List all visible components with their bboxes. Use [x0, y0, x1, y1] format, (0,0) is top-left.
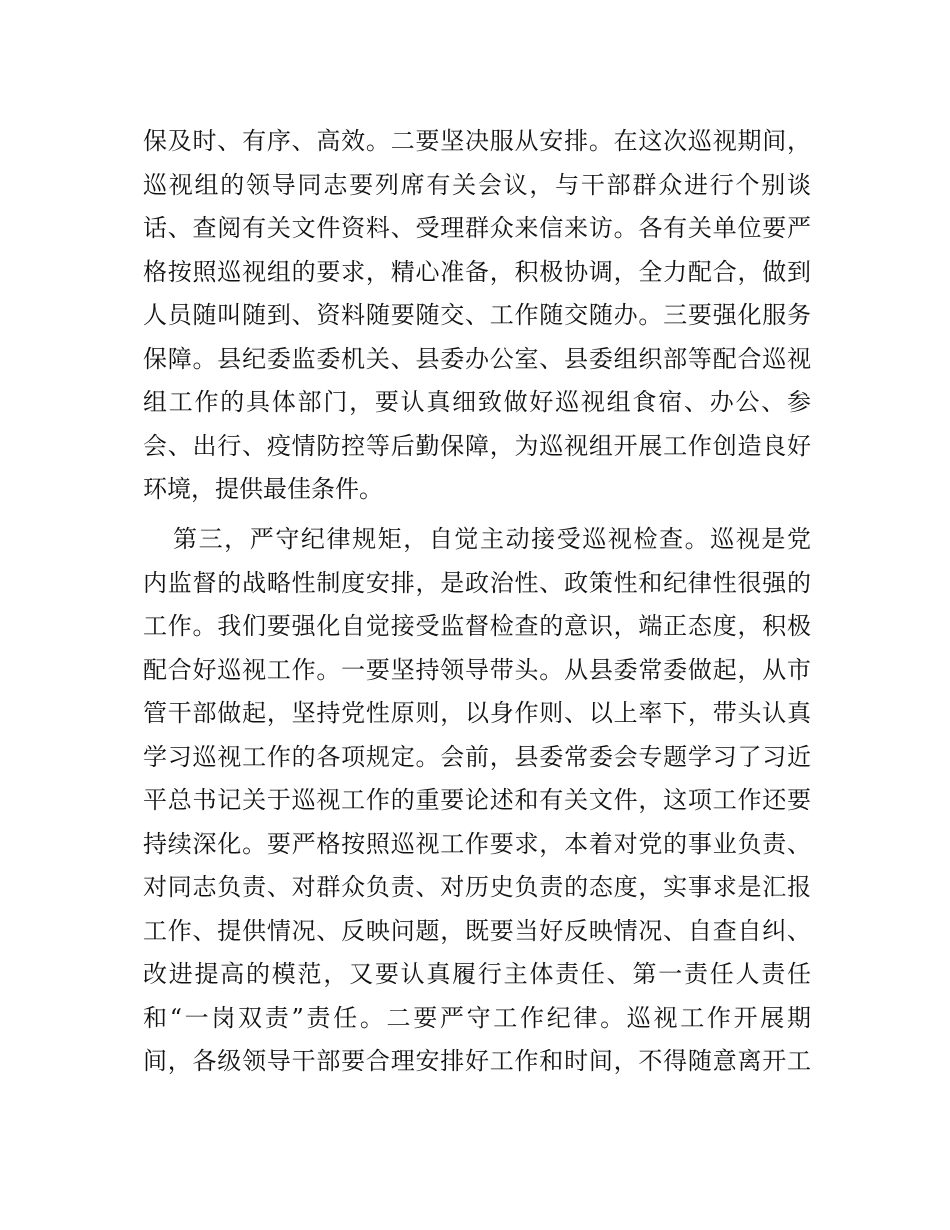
paragraph-1-line-6: 保障。县纪委监委机关、县委办公室、县委组织部等配合巡视 — [143, 344, 811, 373]
paragraph-2-line-4: 配合好巡视工作。一要坚持领导带头。从县委常委做起，从市 — [143, 655, 811, 684]
paragraph-2-line-11: 改进提高的模范，又要认真履行主体责任、第一责任人责任 — [143, 960, 811, 988]
paragraph-2-line-9: 对同志负责、对群众负责、对历史负责的态度，实事求是汇报 — [143, 873, 811, 901]
paragraph-1-line-3: 话、查阅有关文件资料、受理群众来信来访。各有关单位要严 — [143, 214, 811, 242]
paragraph-2-line-6: 学习巡视工作的各项规定。会前，县委常委会专题学习了习近 — [143, 742, 811, 771]
paragraph-2-line-7: 平总书记关于巡视工作的重要论述和有关文件，这项工作还要 — [143, 786, 811, 814]
paragraph-2 — [143, 518, 811, 1084]
paragraph-1-line-2: 巡视组的领导同志要列席有关会议，与干部群众进行个别谈 — [143, 170, 811, 199]
paragraph-2-line-8: 持续深化。要严格按照巡视工作要求，本着对党的事业负责、 — [143, 829, 811, 858]
paragraph-1-line-9: 环境，提供最佳条件。 — [143, 475, 383, 503]
paragraph-2-line-13: 间，各级领导干部要合理安排好工作和时间，不得随意离开工 — [143, 1047, 811, 1075]
paragraph-1 — [143, 120, 811, 512]
paragraph-1-line-5: 人员随叫随到、资料随要随交、工作随交随办。三要强化服务 — [143, 301, 811, 329]
paragraph-2-line-3: 工作。我们要强化自觉接受监督检查的意识，端正态度，积极 — [143, 612, 811, 640]
paragraph-2-line-2: 内监督的战略性制度安排，是政治性、政策性和纪律性很强的 — [143, 568, 811, 597]
paragraph-2-line-12: 和“一岗双责”责任。二要严守工作纪律。巡视工作开展期 — [143, 1003, 811, 1032]
paragraph-1-line-4: 格按照巡视组的要求，精心准备，积极协调，全力配合，做到 — [143, 257, 811, 286]
paragraph-2-line-5: 管干部做起，坚持党性原则，以身作则、以上率下，带头认真 — [143, 699, 811, 727]
paragraph-1-line-1: 保及时、有序、高效。二要坚决服从安排。在这次巡视期间， — [143, 127, 811, 155]
paragraph-1-line-8: 会、出行、疫情防控等后勤保障，为巡视组开展工作创造良好 — [143, 431, 811, 460]
paragraph-1-line-7: 组工作的具体部门，要认真细致做好巡视组食宿、办公、参 — [143, 388, 811, 416]
paragraph-2-line-10: 工作、提供情况、反映问题，既要当好反映情况、自查自纠、 — [143, 916, 811, 945]
paragraph-2-line-1: 第三，严守纪律规矩，自觉主动接受巡视检查。巡视是党 — [173, 525, 811, 553]
